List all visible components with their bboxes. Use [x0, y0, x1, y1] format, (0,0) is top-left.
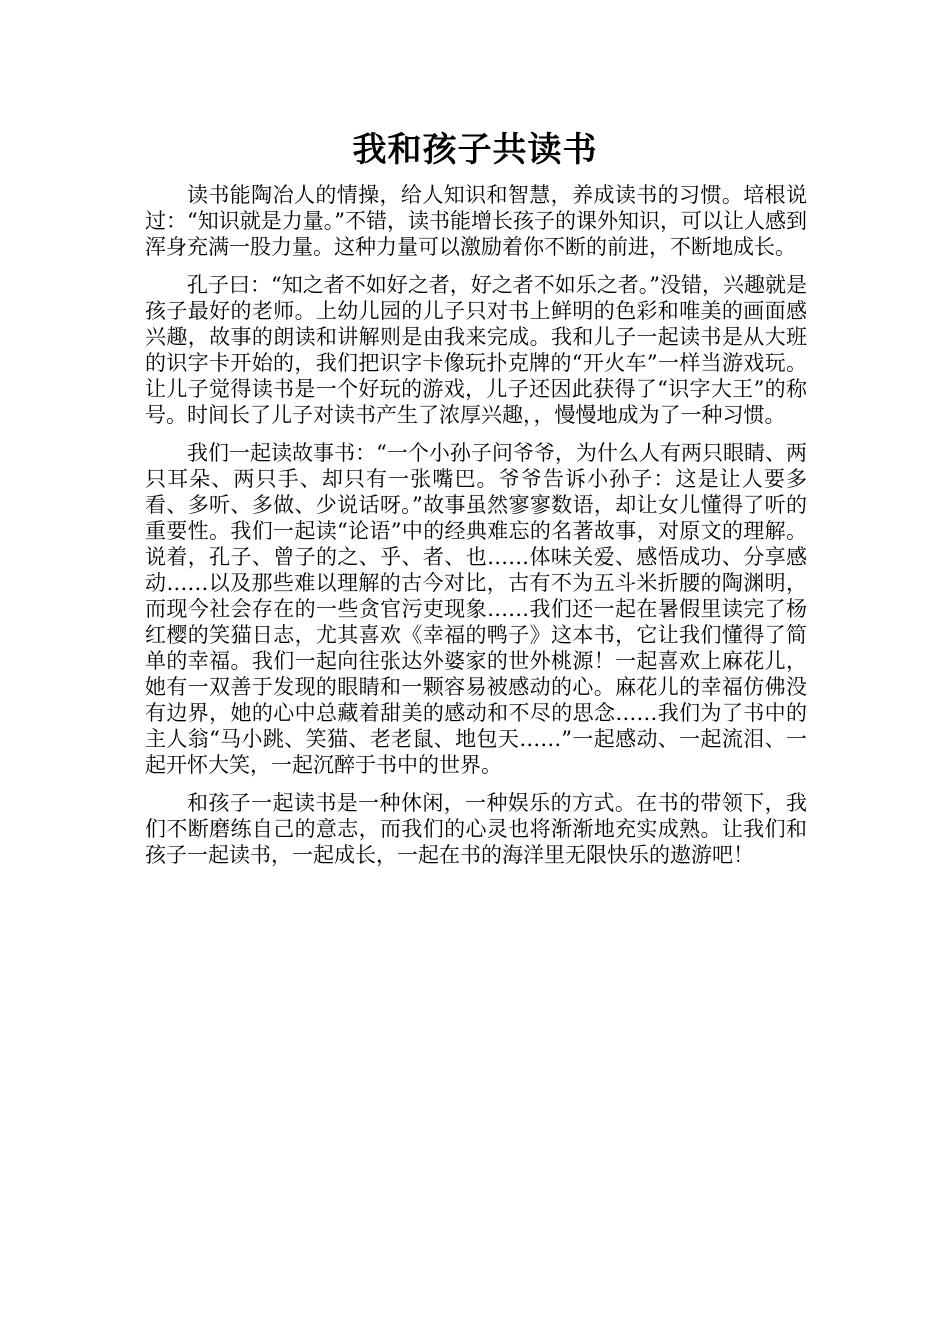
document-title: 我和孩子共读书	[352, 130, 598, 170]
document-body	[145, 182, 807, 880]
paragraph-3: 我们一起读故事书：“一个小孙子问爷爷，为什么人有两只眼睛、两只耳朵、两只手、却只有一张嘴巴。爷爷告诉小孙子：这是让人要多看、多听、多做、少说话呀。”故事虽然寥寥数语，却让女儿懂得了听的重要性。我们一起读“论语”中的经典难忘的名著故事，对原文的理解。说着，孔子、曾子的之、乎、者、也……体味关爱、感悟成功、分享感动……以及那些难以理解的古今对比，古有不为五斗米折腰的陶渊明，而现今社会存在的一些贪官污吏现象……我们还一起在暑假里读完了杨红樱的笑猫日志，尤其喜欢《幸福的鸭子》这本书，它让我们懂得了简单的幸福。我们一起向往张达外婆家的世外桃源！一起喜欢上麻花儿，她有一双善于发现的眼睛和一颗容易被感动的心。麻花儿的幸福仿佛没有边界，她的心中总藏着甜美的感动和不尽的思念……我们为了书中的主人翁“马小跳、笑猫、老老鼠、地包天……”一起感动、一起流泪、一起开怀大笑，一起沉醉于书中的世界。	[145, 441, 807, 777]
paragraph-4: 和孩子一起读书是一种休闲，一种娱乐的方式。在书的带领下，我们不断磨练自己的意志，而我们的心灵也将渐渐地充实成熟。让我们和孩子一起读书，一起成长，一起在书的海洋里无限快乐的遨游吧！	[145, 791, 807, 867]
paragraph-2: 孔子曰：“知之者不如好之者，好之者不如乐之者。”没错，兴趣就是孩子最好的老师。上幼儿园的儿子只对书上鲜明的色彩和唯美的画面感兴趣，故事的朗读和讲解则是由我来完成。我和儿子一起读书是从大班的识字卡开始的，我们把识字卡像玩扑克牌的“开火车”一样当游戏玩。让儿子觉得读书是一个好玩的游戏，儿子还因此获得了“识字大王”的称号。时间长了儿子对读书产生了浓厚兴趣，，慢慢地成为了一种习惯。	[145, 273, 807, 427]
paragraph-1: 读书能陶冶人的情操，给人知识和智慧，养成读书的习惯。培根说过：“知识就是力量。”不错，读书能增长孩子的课外知识，可以让人感到浑身充满一股力量。这种力量可以激励着你不断的前进，不断地成长。	[145, 183, 807, 259]
